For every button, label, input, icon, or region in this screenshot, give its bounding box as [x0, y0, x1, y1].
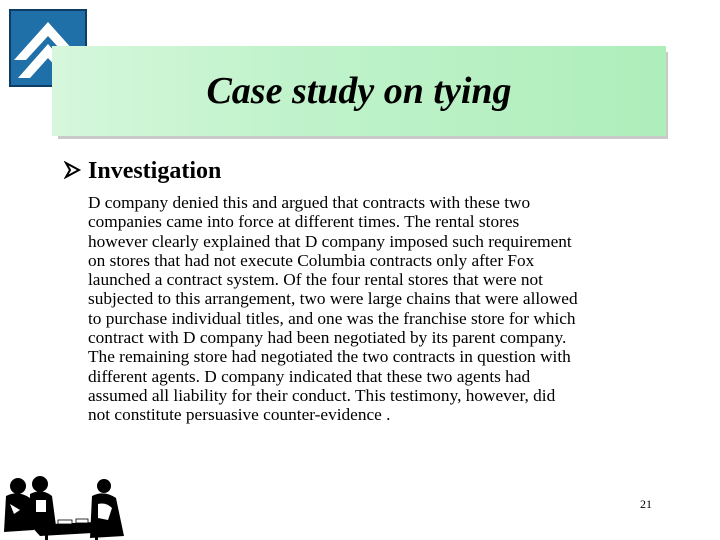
body-line: D company denied this and argued that contracts with these two [88, 193, 531, 212]
body-line: launched a contract system. Of the four rental stores that were not [88, 270, 543, 290]
body-line: contract with D company had been negotiated by its parent company. [88, 328, 567, 348]
body-line: not constitute persuasive counter-evidence . [88, 405, 391, 425]
body-line: assumed all liability for their conduct. This testimony, however, did [88, 385, 556, 405]
body-line: on stores that had not execute Columbia contracts only after Fox [88, 250, 535, 270]
body-line: different agents. D company indicated that these two agents had [88, 366, 531, 386]
body-line: subjected to this arrangement, two were large chains that were allowed [88, 289, 578, 309]
slide-title: Case study on tying [206, 70, 512, 112]
meeting-people-clipart [0, 470, 140, 540]
body-line: The remaining store had negotiated the two contracts in question with [88, 347, 571, 367]
body-line: to purchase individual titles, and one was the franchise store for which [88, 308, 576, 328]
body-line: companies came into force at different times. The rental stores [88, 212, 520, 232]
bullet-heading-row [64, 158, 221, 185]
body-line: however clearly explained that D company imposed such requirement [88, 231, 572, 251]
page-number: 21 [640, 497, 652, 511]
arrow-bullet-icon [64, 161, 82, 179]
bullet-heading: Investigation [88, 158, 222, 184]
body-paragraph [88, 193, 668, 425]
